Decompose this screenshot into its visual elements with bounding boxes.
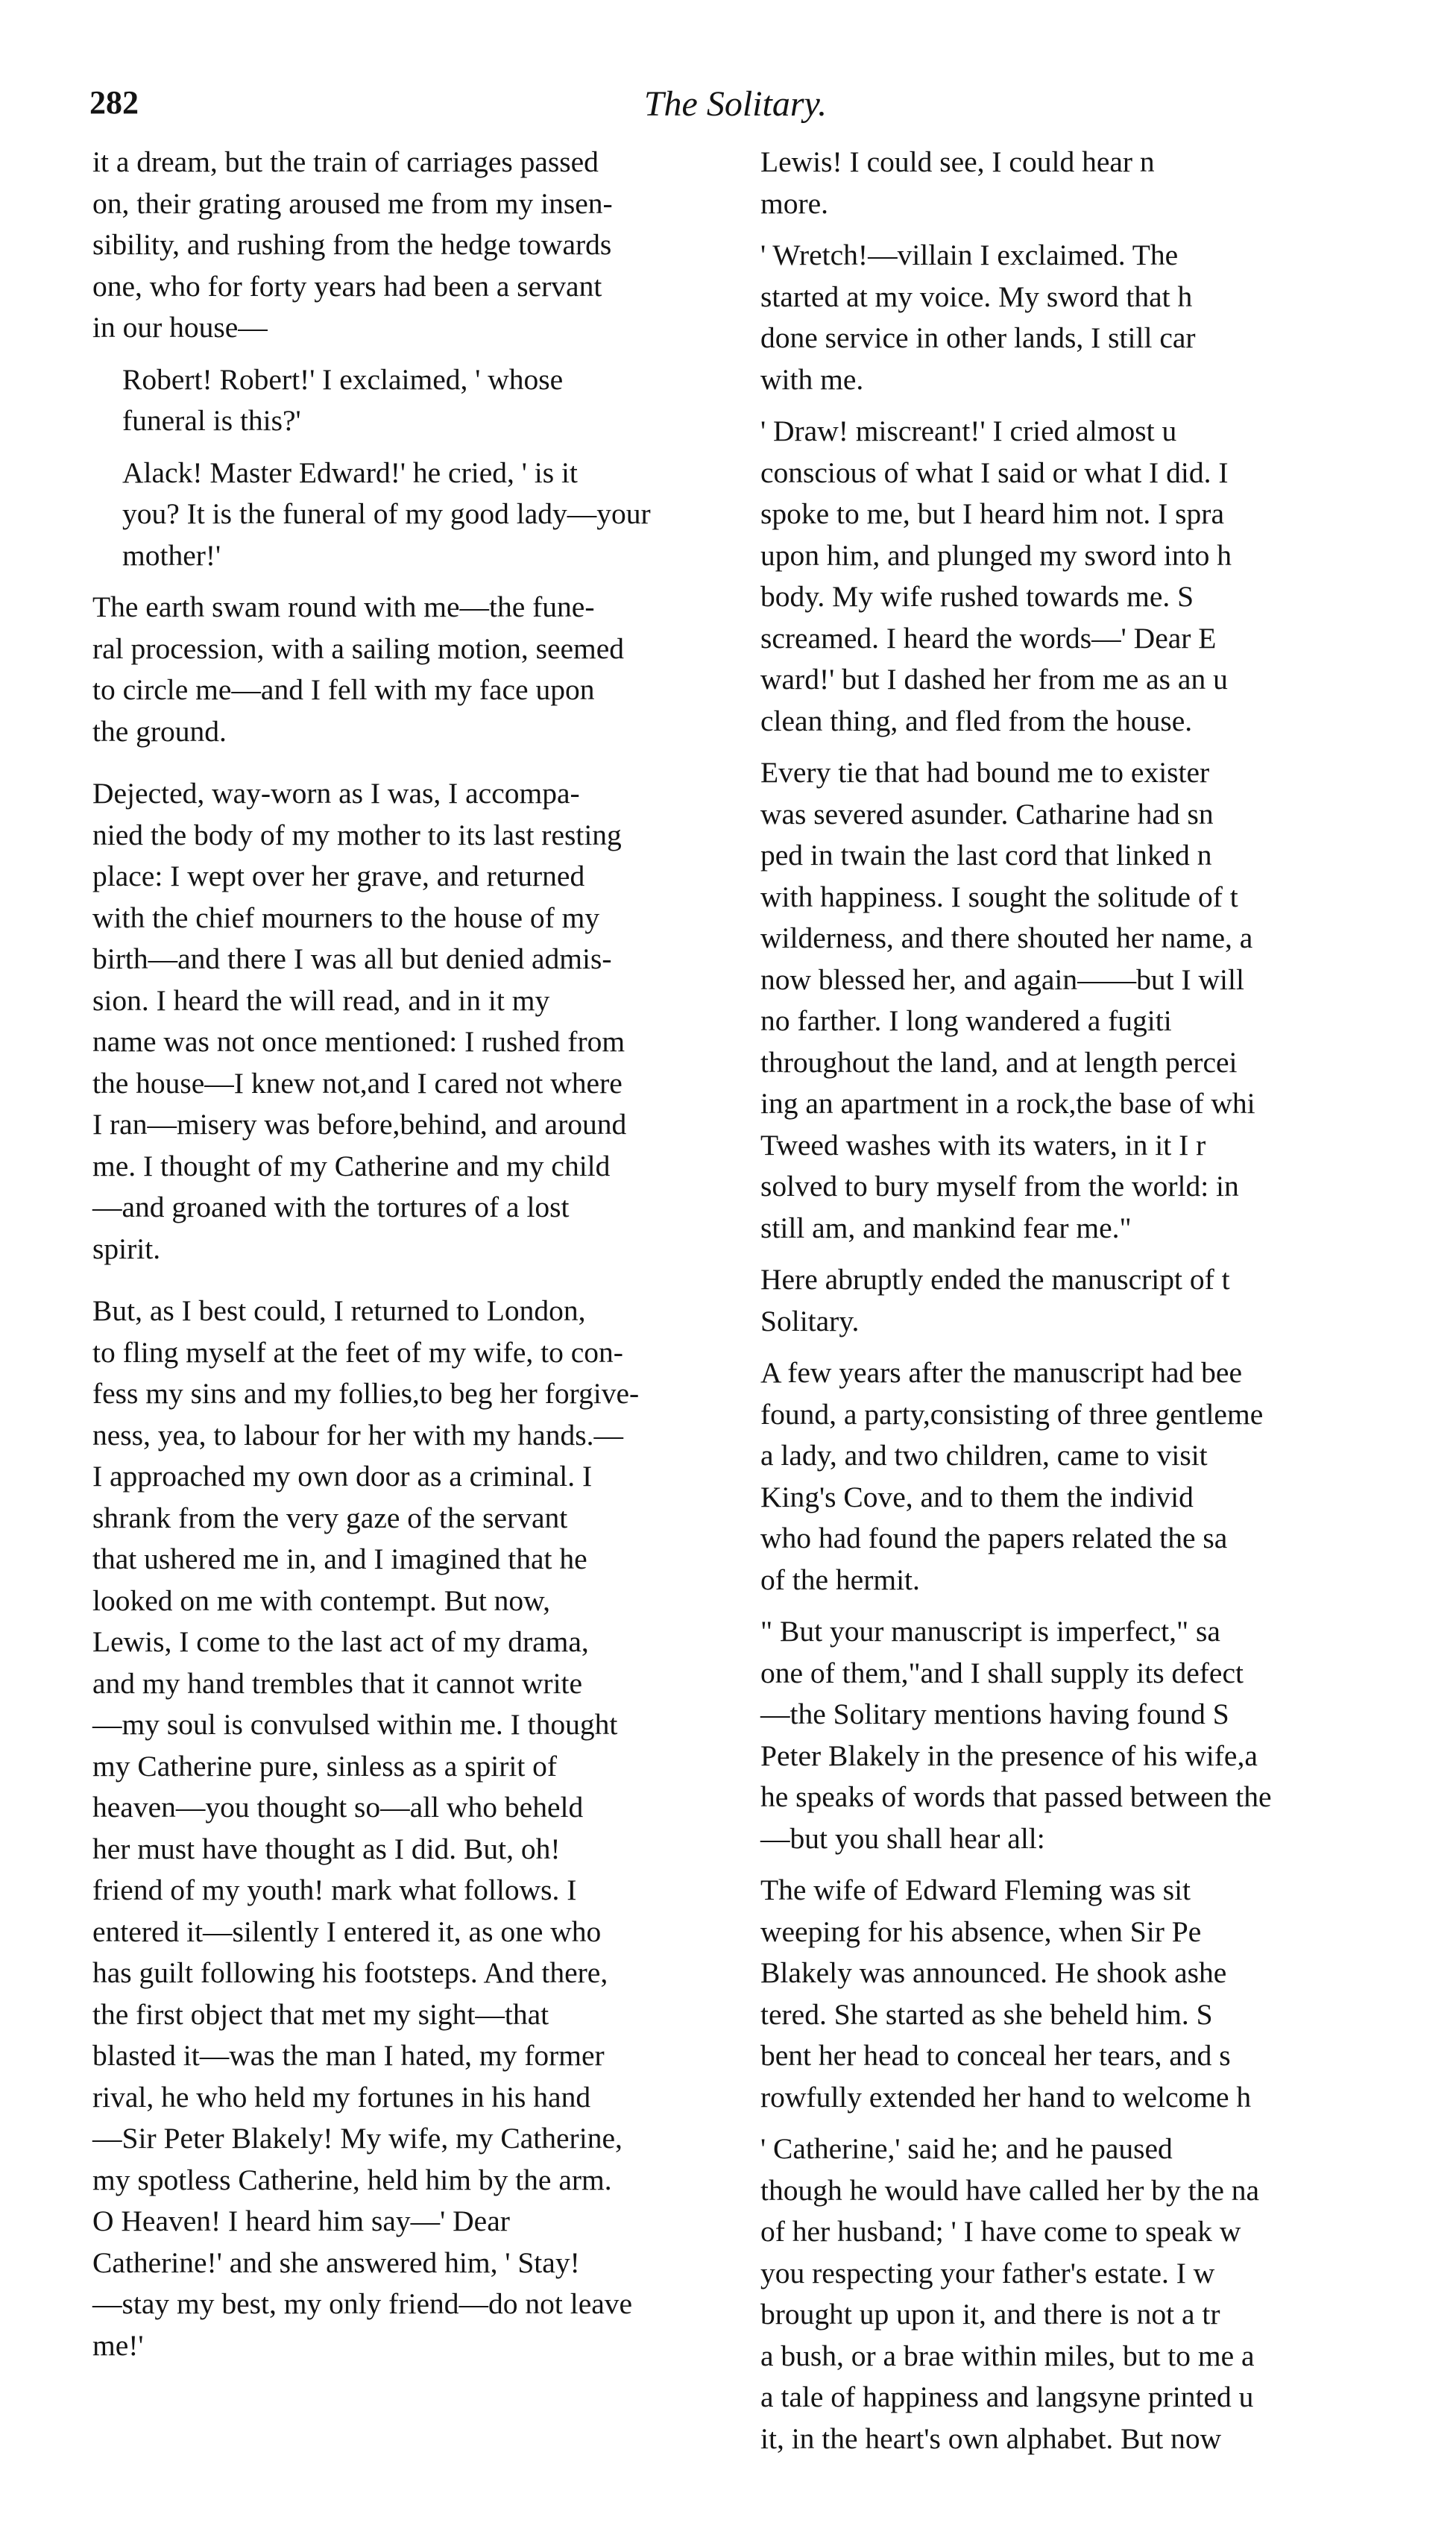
text-line: no farther. I long wandered a fugiti [760, 1004, 1172, 1037]
right-column [760, 142, 1387, 2470]
paragraph [760, 1611, 1387, 1859]
text-line: ing an apartment in a rock,the base of whi [760, 1087, 1255, 1120]
text-line: Blakely was announced. He shook ashe [760, 1956, 1227, 1989]
text-line: to circle me—and I fell with my face upon [92, 673, 595, 706]
text-line: one of them,"and I shall supply its defect [760, 1656, 1244, 1689]
text-line: the ground. [92, 714, 227, 748]
text-line: spirit. [92, 1232, 161, 1265]
text-line: heaven—you thought so—all who beheld [92, 1791, 584, 1824]
page-number: 282 [89, 84, 139, 121]
text-line: that ushered me in, and I imagined that he [92, 1542, 587, 1575]
text-line: birth—and there I was all but denied admis- [92, 942, 612, 975]
paragraph [760, 411, 1387, 742]
text-line: —and groaned with the tortures of a lost [92, 1191, 570, 1223]
paragraph [92, 359, 741, 442]
paragraph [760, 1352, 1387, 1601]
text-line: it, in the heart's own alphabet. But now [760, 2421, 1222, 2455]
text-line: Lewis, I come to the last act of my drama, [92, 1625, 589, 1658]
paragraph [760, 1870, 1387, 2118]
text-line: me. I thought of my Catherine and my child [92, 1149, 611, 1182]
text-line: ral procession, with a sailing motion, seemed [92, 631, 625, 665]
text-line: was severed asunder. Catharine had sn [760, 797, 1214, 831]
text-line: me!' [92, 2328, 144, 2362]
text-line: my spotless Catherine, held him by the arm. [92, 2163, 612, 2196]
text-line: you? It is the funeral of my good lady—your [122, 497, 651, 530]
text-line: " But your manuscript is imperfect," sa [760, 1615, 1220, 1648]
text-line: he speaks of words that passed between the [760, 1780, 1272, 1813]
text-line: conscious of what I said or what I did. I [760, 456, 1229, 489]
text-line: fess my sins and my follies,to beg her forgive- [92, 1377, 640, 1410]
text-line: Lewis! I could see, I could hear n [760, 145, 1155, 178]
text-line: ' Draw! miscreant!' I cried almost u [760, 415, 1177, 447]
paragraph [92, 773, 741, 1270]
text-line: ped in twain the last cord that linked n [760, 839, 1212, 872]
text-line: King's Cove, and to them the individ [760, 1480, 1194, 1513]
text-line: rival, he who held my fortunes in his hand [92, 2080, 591, 2114]
text-line: sibility, and rushing from the hedge towards [92, 228, 612, 261]
text-line: more. [760, 186, 829, 220]
text-line: of the hermit. [760, 1563, 920, 1596]
text-line: —but you shall hear all: [760, 1821, 1045, 1855]
text-line: wilderness, and there shouted her name, a [760, 921, 1253, 954]
text-line: and my hand trembles that it cannot write [92, 1666, 583, 1700]
text-line: has guilt following his footsteps. And there, [92, 1956, 608, 1989]
text-line: brought up upon it, and there is not a tr [760, 2298, 1220, 2331]
text-line: ward!' but I dashed her from me as an u [760, 663, 1228, 696]
text-line: —my soul is convulsed within me. I thought [92, 1708, 618, 1741]
text-line: ' Catherine,' said he; and he paused [760, 2132, 1173, 2165]
text-line: Catherine!' and she answered him, ' Stay! [92, 2246, 580, 2279]
text-line: screamed. I heard the words—' Dear E [760, 621, 1217, 655]
text-line: entered it—silently I entered it, as one who [92, 1915, 602, 1948]
text-line: Alack! Master Edward!' he cried, ' is it [122, 456, 578, 489]
paragraph [92, 1291, 741, 2366]
text-line: tered. She started as she beheld him. S [760, 1997, 1213, 2031]
text-line: Every tie that had bound me to exister [760, 756, 1210, 789]
text-line: a lady, and two children, came to visit [760, 1439, 1208, 1472]
text-line: body. My wife rushed towards me. S [760, 580, 1194, 613]
text-line: I approached my own door as a criminal. I [92, 1460, 593, 1493]
text-line: weeping for his absence, when Sir Pe [760, 1915, 1202, 1948]
text-line: one, who for forty years had been a servant [92, 269, 602, 303]
text-line: mother!' [122, 538, 221, 572]
paragraph [92, 587, 741, 752]
text-line: Dejected, way-worn as I was, I accompa- [92, 777, 580, 810]
text-line: ' Wretch!—villain I exclaimed. The [760, 239, 1179, 271]
text-line: Here abruptly ended the manuscript of t [760, 1263, 1230, 1296]
text-line: I ran—misery was before,behind, and around [92, 1108, 627, 1141]
text-line: with me. [760, 362, 864, 396]
text-line: with the chief mourners to the house of my [92, 901, 600, 934]
text-line: rowfully extended her hand to welcome h [760, 2080, 1252, 2114]
text-line: in our house— [92, 311, 268, 344]
text-line: shrank from the very gaze of the servant [92, 1501, 568, 1534]
text-line: bent her head to conceal her tears, and s [760, 2039, 1231, 2072]
text-line: a tale of happiness and langsyne printed u [760, 2380, 1254, 2413]
text-line: The wife of Edward Fleming was sit [760, 1874, 1191, 1906]
text-line: ness, yea, to labour for her with my hands.— [92, 1418, 623, 1452]
text-line: —the Solitary mentions having found S [760, 1698, 1229, 1730]
text-line: The earth swam round with me—the fune- [92, 590, 595, 623]
paragraph [760, 142, 1387, 224]
text-line: upon him, and plunged my sword into h [760, 538, 1232, 572]
text-line: —stay my best, my only friend—do not leave [92, 2287, 633, 2320]
paragraph [760, 1259, 1387, 1342]
text-line: throughout the land, and at length percei [760, 1045, 1238, 1079]
text-line: Tweed washes with its waters, in it I r [760, 1128, 1206, 1162]
text-line: O Heaven! I heard him say—' Dear [92, 2205, 510, 2237]
text-line: place: I wept over her grave, and returned [92, 860, 585, 892]
text-line: sion. I heard the will read, and in it my [92, 983, 550, 1017]
text-line: her must have thought as I did. But, oh! [92, 1832, 561, 1865]
text-line: friend of my youth! mark what follows. I [92, 1874, 577, 1906]
text-line: funeral is this?' [122, 404, 301, 437]
text-line: the first object that met my sight—that [92, 1997, 549, 2031]
text-line: Solitary. [760, 1304, 860, 1337]
text-line: spoke to me, but I heard him not. I spra [760, 497, 1224, 530]
text-line: on, their grating aroused me from my insen- [92, 186, 613, 220]
text-line: of her husband; ' I have come to speak w [760, 2215, 1241, 2248]
text-line: it a dream, but the train of carriages passed [92, 145, 599, 178]
text-line: name was not once mentioned: I rushed from [92, 1025, 625, 1058]
text-line: done service in other lands, I still car [760, 321, 1196, 354]
text-line: who had found the papers related the sa [760, 1522, 1228, 1554]
paragraph [760, 752, 1387, 1249]
text-line: But, as I best could, I returned to London, [92, 1294, 586, 1327]
text-line: the house—I knew not,and I cared not where [92, 1066, 623, 1100]
text-line: with happiness. I sought the solitude of t [760, 880, 1238, 913]
paragraph [760, 2128, 1387, 2459]
paragraph [92, 453, 741, 577]
left-column [92, 142, 741, 2377]
text-line: to fling myself at the feet of my wife, to con- [92, 1335, 623, 1369]
page-header [89, 83, 1381, 136]
text-line: clean thing, and fled from the house. [760, 704, 1193, 737]
text-line: you respecting your father's estate. I w [760, 2256, 1215, 2290]
text-line: my Catherine pure, sinless as a spirit of [92, 1749, 558, 1783]
text-line: looked on me with contempt. But now, [92, 1583, 551, 1617]
text-line: solved to bury myself from the world: in [760, 1170, 1239, 1203]
text-line: still am, and mankind fear me." [760, 1211, 1132, 1244]
text-line: though he would have called her by the na [760, 2173, 1260, 2207]
paragraph [92, 142, 741, 349]
text-line: blasted it—was the man I hated, my former [92, 2039, 605, 2072]
text-line: now blessed her, and again——but I will [760, 962, 1244, 996]
text-line: a bush, or a brae within miles, but to me a [760, 2339, 1255, 2372]
text-line: found, a party,consisting of three gentleme [760, 1397, 1264, 1431]
text-line: A few years after the manuscript had bee [760, 1356, 1242, 1389]
text-line: started at my voice. My sword that h [760, 280, 1193, 313]
running-title: The Solitary. [643, 84, 828, 124]
paragraph [760, 235, 1387, 400]
text-line: —Sir Peter Blakely! My wife, my Catherine, [92, 2122, 623, 2155]
text-line: nied the body of my mother to its last resting [92, 818, 622, 851]
text-line: Robert! Robert!' I exclaimed, ' whose [122, 362, 564, 396]
text-line: Peter Blakely in the presence of his wife,a [760, 1739, 1258, 1772]
